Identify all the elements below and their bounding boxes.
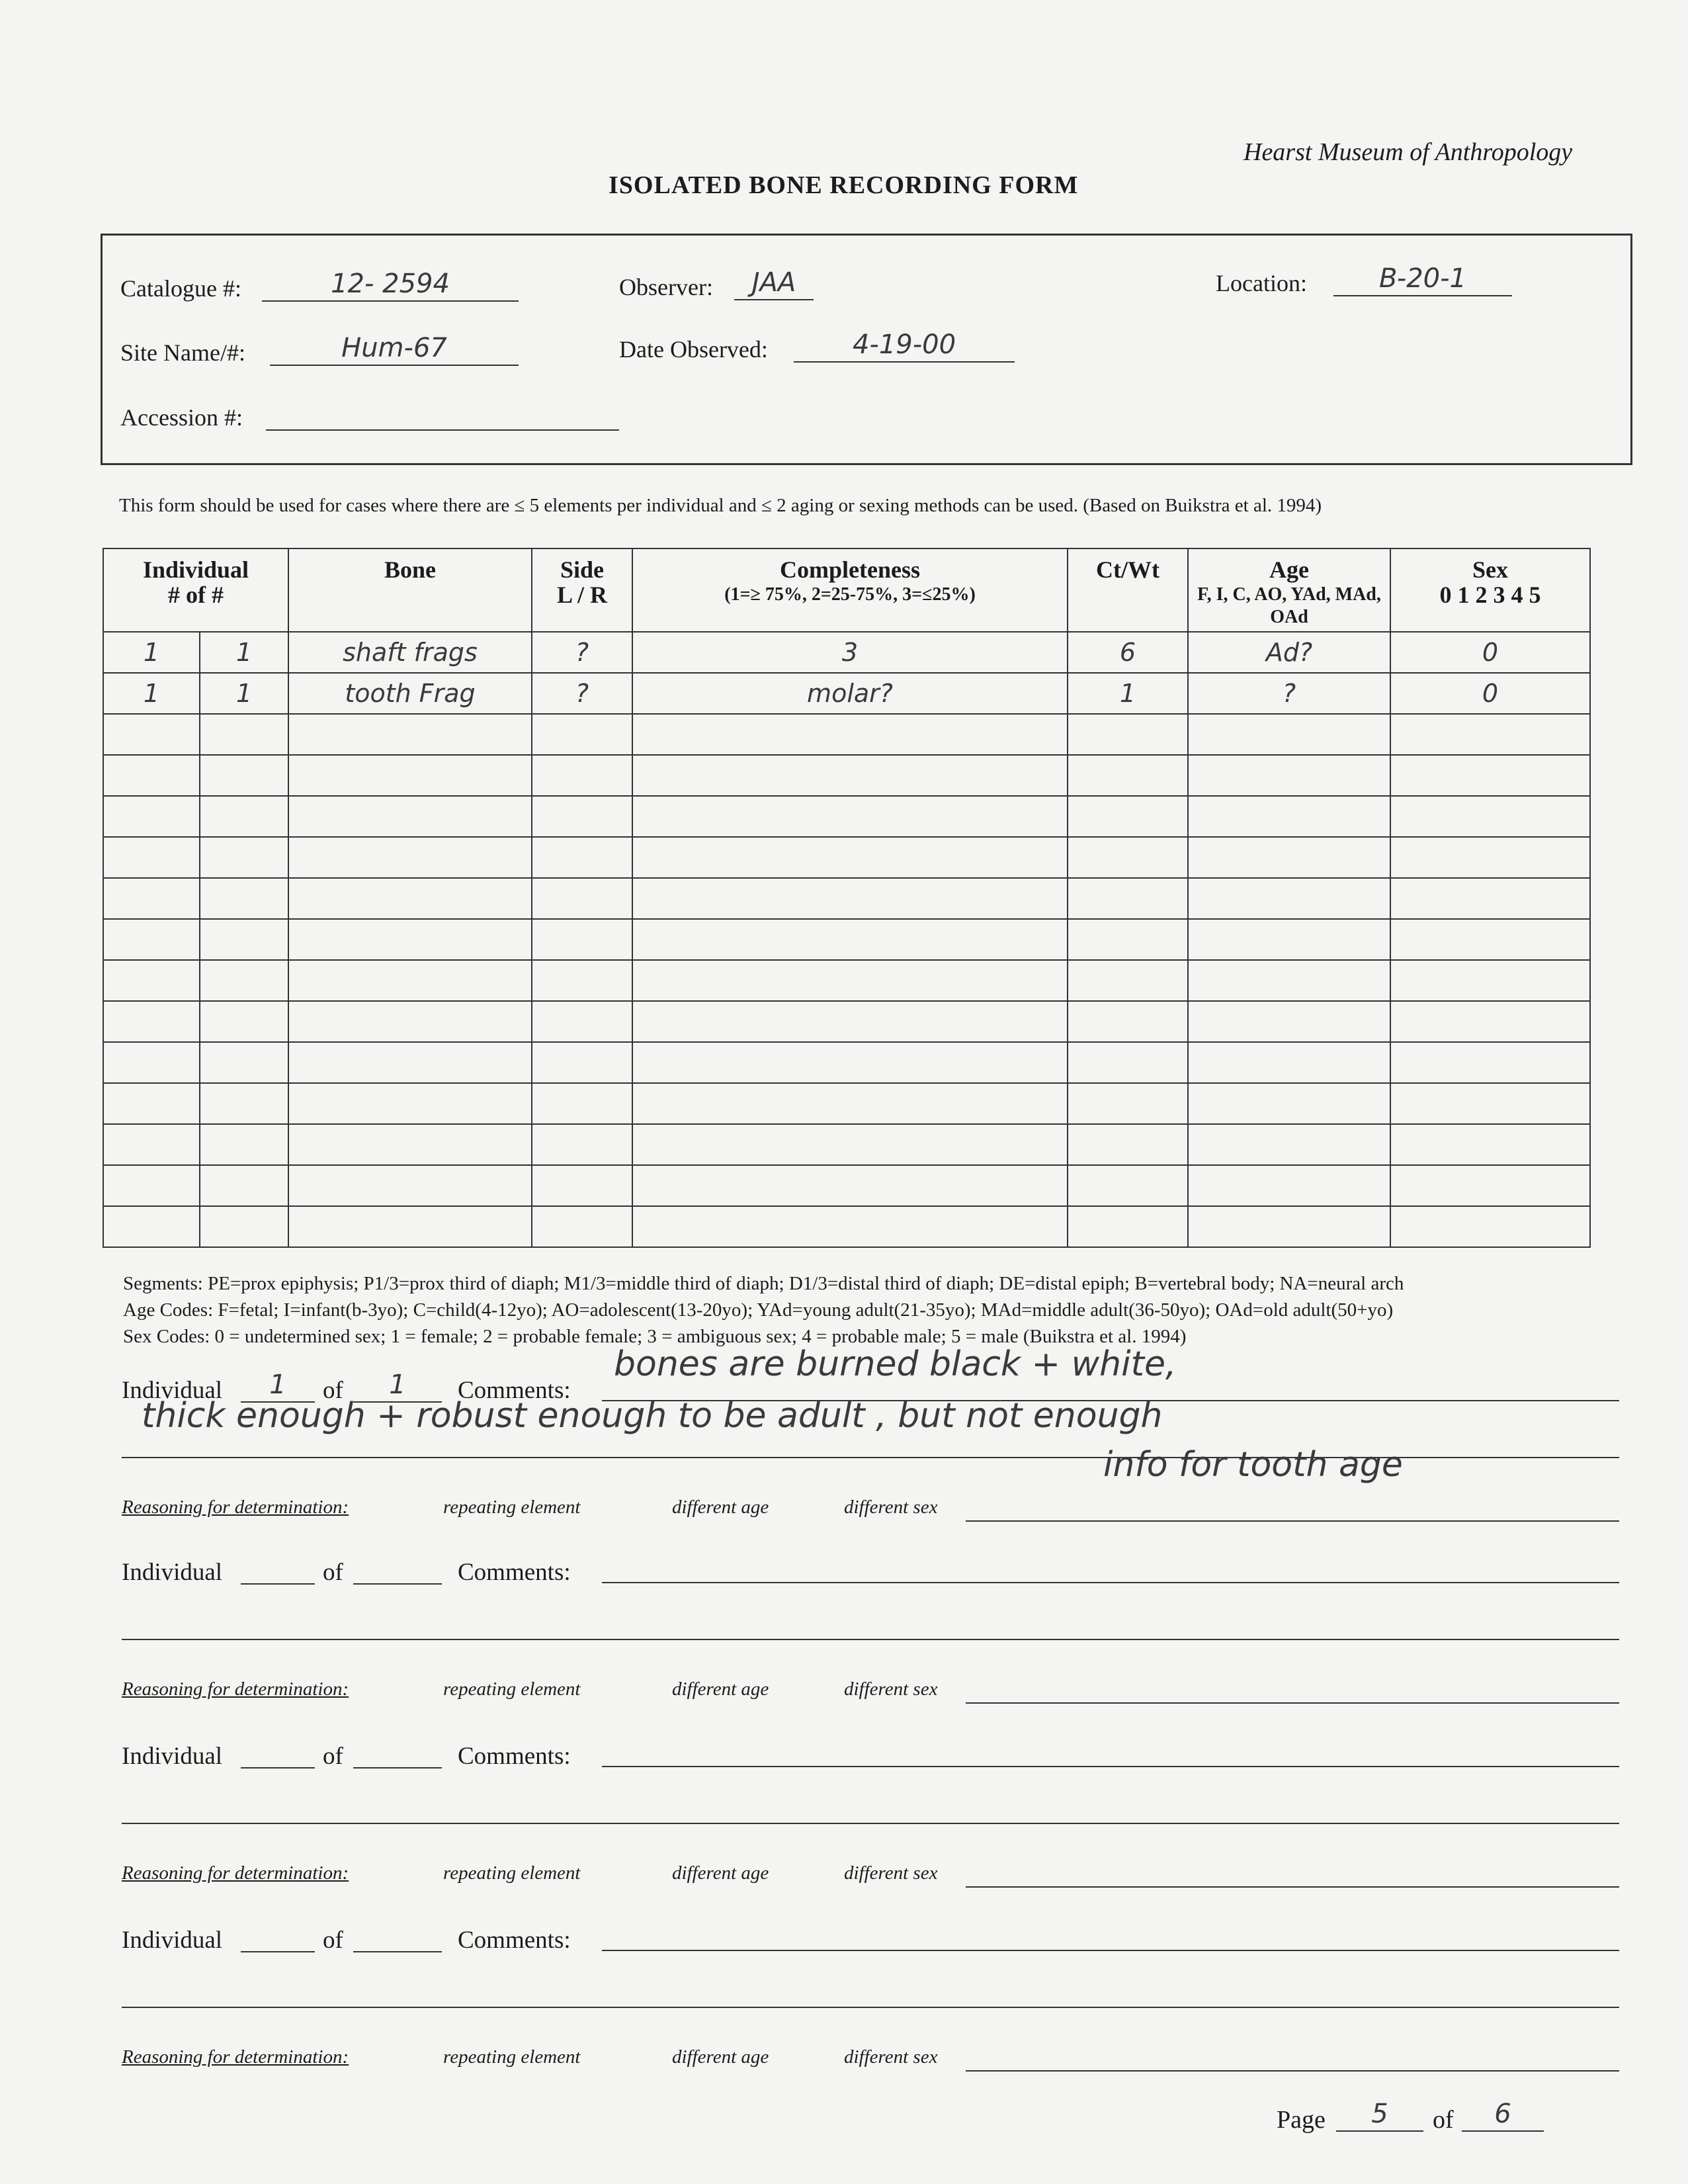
cell-sex[interactable] xyxy=(1390,796,1590,837)
cell-ctwt[interactable] xyxy=(1068,1001,1188,1042)
cell-bone[interactable] xyxy=(288,1124,532,1165)
cell-side[interactable] xyxy=(532,919,632,960)
cell-num[interactable] xyxy=(103,1083,200,1124)
cell-bone[interactable] xyxy=(288,714,532,755)
cell-completeness[interactable] xyxy=(632,673,1068,714)
table-row xyxy=(103,960,1590,1001)
cell-num[interactable] xyxy=(103,1165,200,1206)
reasoning-label: Reasoning for determination: xyxy=(122,1497,349,1518)
cell-ctwt[interactable] xyxy=(1068,878,1188,919)
cell-num-value: 1 xyxy=(143,678,160,708)
catalogue-value: 12- 2594 xyxy=(331,269,450,299)
cell-completeness[interactable] xyxy=(632,632,1068,673)
comment-line-1[interactable] xyxy=(602,1921,1619,1951)
cell-of[interactable] xyxy=(200,714,288,755)
table-row xyxy=(103,1001,1590,1042)
individual-of-value: 1 xyxy=(389,1370,406,1400)
cell-completeness-value: 3 xyxy=(841,637,859,667)
bone-table xyxy=(103,548,1591,1248)
observer-label: Observer: xyxy=(619,274,713,300)
date-value: 4-19-00 xyxy=(852,329,956,360)
cell-sex[interactable] xyxy=(1390,919,1590,960)
observer-field[interactable] xyxy=(734,269,814,300)
cell-side-value: ? xyxy=(575,637,589,667)
cell-ctwt[interactable] xyxy=(1068,755,1188,796)
header-completeness xyxy=(632,548,1068,632)
cell-of[interactable] xyxy=(200,919,288,960)
of-label: of xyxy=(323,1559,343,1586)
cell-bone[interactable] xyxy=(288,1001,532,1042)
cell-of[interactable] xyxy=(200,1001,288,1042)
cell-bone-value: tooth Frag xyxy=(345,678,476,708)
cell-sex[interactable] xyxy=(1390,837,1590,878)
cell-ctwt[interactable] xyxy=(1068,796,1188,837)
cell-sex-value: 0 xyxy=(1482,637,1499,667)
cell-bone[interactable] xyxy=(288,1206,532,1247)
individual-label: Individual xyxy=(122,1927,223,1954)
cell-side[interactable] xyxy=(532,1165,632,1206)
of-label: of xyxy=(323,1743,343,1770)
cell-ctwt[interactable] xyxy=(1068,632,1188,673)
repeating-element-option[interactable]: repeating element xyxy=(443,1862,581,1884)
cell-of[interactable] xyxy=(200,837,288,878)
header-sex-sub: 0 1 2 3 4 5 xyxy=(1439,582,1541,608)
cell-sex-value: 0 xyxy=(1482,678,1499,708)
cell-completeness-value: molar? xyxy=(807,678,893,708)
cell-age[interactable] xyxy=(1188,1124,1390,1165)
cell-age[interactable] xyxy=(1188,837,1390,878)
table-row xyxy=(103,1165,1590,1206)
cell-age[interactable] xyxy=(1188,1206,1390,1247)
cell-ctwt-value: 6 xyxy=(1119,637,1136,667)
cell-age[interactable] xyxy=(1188,1165,1390,1206)
form-title: ISOLATED BONE RECORDING FORM xyxy=(609,171,1079,199)
cell-age[interactable] xyxy=(1188,755,1390,796)
table-row xyxy=(103,714,1590,755)
cell-bone[interactable] xyxy=(288,755,532,796)
cell-side[interactable] xyxy=(532,1001,632,1042)
cell-num[interactable] xyxy=(103,632,200,673)
individual-label: Individual xyxy=(122,1377,223,1404)
individual-label: Individual xyxy=(122,1559,223,1586)
cell-num[interactable] xyxy=(103,1042,200,1083)
comment-line-1[interactable] xyxy=(602,1737,1619,1767)
cell-completeness[interactable] xyxy=(632,1001,1068,1042)
cell-completeness[interactable] xyxy=(632,919,1068,960)
cell-age[interactable] xyxy=(1188,1001,1390,1042)
table-row xyxy=(103,1083,1590,1124)
site-value: Hum-67 xyxy=(341,333,447,363)
header-side-label: Side xyxy=(560,556,605,583)
header-individual-label: Individual xyxy=(142,556,249,583)
cell-sex[interactable] xyxy=(1390,878,1590,919)
cell-num[interactable] xyxy=(103,919,200,960)
cell-side[interactable] xyxy=(532,796,632,837)
cell-num[interactable] xyxy=(103,1001,200,1042)
comment-line-1[interactable] xyxy=(602,1553,1619,1583)
cell-of[interactable] xyxy=(200,878,288,919)
cell-ctwt-value: 1 xyxy=(1119,678,1136,708)
cell-num[interactable] xyxy=(103,837,200,878)
cell-completeness[interactable] xyxy=(632,1083,1068,1124)
reasoning-line[interactable] xyxy=(966,1858,1619,1888)
cell-completeness[interactable] xyxy=(632,878,1068,919)
individual-label: Individual xyxy=(122,1743,223,1770)
individual-number-value: 1 xyxy=(269,1370,286,1400)
cell-of[interactable] xyxy=(200,755,288,796)
cell-sex[interactable] xyxy=(1390,1042,1590,1083)
cell-ctwt[interactable] xyxy=(1068,1206,1188,1247)
cell-num[interactable] xyxy=(103,714,200,755)
cell-age[interactable] xyxy=(1188,919,1390,960)
reasoning-line[interactable] xyxy=(966,1493,1619,1522)
header-sex xyxy=(1390,548,1590,632)
cell-side[interactable] xyxy=(532,1206,632,1247)
table-row xyxy=(103,632,1590,673)
sex-codes: Sex Codes: 0 = undetermined sex; 1 = female; 2 = probable female; 3 = ambiguous sex; 4 = probable male; 5 = male (Buikstra et al. 1994) xyxy=(123,1326,1187,1347)
different-sex-option[interactable]: different sex xyxy=(844,1862,938,1884)
usage-note: This form should be used for cases where there are ≤ 5 elements per individual and ≤ 2 aging or sexing methods can be used. (Based on Buikstra et al. 1994) xyxy=(119,495,1322,516)
different-sex-option[interactable]: different sex xyxy=(844,1679,938,1700)
comments-label: Comments: xyxy=(458,1927,571,1954)
header-ctwt: Ct/Wt xyxy=(1068,548,1188,632)
catalogue-field[interactable] xyxy=(262,270,519,302)
cell-completeness[interactable] xyxy=(632,714,1068,755)
individual-of-field[interactable] xyxy=(353,1554,442,1585)
cell-bone[interactable] xyxy=(288,960,532,1001)
cell-of[interactable] xyxy=(200,673,288,714)
age-codes: Age Codes: F=fetal; I=infant(b-3yo); C=child(4-12yo); AO=adolescent(13-20yo); YAd=young adult(21-35yo); MAd=middle adult(36-50yo); OAd=old adult(50+yo) xyxy=(123,1299,1394,1321)
cell-sex[interactable] xyxy=(1390,1165,1590,1206)
cell-of[interactable] xyxy=(200,1165,288,1206)
observer-value: JAA xyxy=(751,267,796,298)
cell-ctwt[interactable] xyxy=(1068,673,1188,714)
cell-num[interactable] xyxy=(103,878,200,919)
page-total-value: 6 xyxy=(1494,2099,1511,2129)
cell-side[interactable] xyxy=(532,837,632,878)
cell-sex[interactable] xyxy=(1390,714,1590,755)
header-completeness-sub: (1=≥ 75%, 2=25-75%, 3=≤25%) xyxy=(724,584,976,605)
site-label: Site Name/#: xyxy=(120,339,245,366)
comments-label: Comments: xyxy=(458,1377,571,1404)
cell-ctwt[interactable] xyxy=(1068,1042,1188,1083)
different-sex-option[interactable]: different sex xyxy=(844,2046,938,2068)
cell-completeness[interactable] xyxy=(632,796,1068,837)
table-row xyxy=(103,1206,1590,1247)
page-number-field[interactable] xyxy=(1336,2101,1423,2132)
cell-sex[interactable] xyxy=(1390,1124,1590,1165)
accession-field[interactable] xyxy=(266,399,619,431)
cell-of[interactable] xyxy=(200,1042,288,1083)
cell-bone[interactable] xyxy=(288,919,532,960)
code-legend xyxy=(123,1270,1404,1350)
comment-text-2: thick enough + robust enough to be adult , but not enough xyxy=(142,1396,1163,1436)
different-age-option[interactable]: different age xyxy=(672,1679,769,1700)
cell-completeness[interactable] xyxy=(632,1206,1068,1247)
table-row xyxy=(103,796,1590,837)
cell-num-value: 1 xyxy=(143,637,160,667)
of-label: of xyxy=(323,1377,343,1404)
cell-age[interactable] xyxy=(1188,1083,1390,1124)
cell-side[interactable] xyxy=(532,960,632,1001)
cell-ctwt[interactable] xyxy=(1068,919,1188,960)
different-sex-option[interactable]: different sex xyxy=(844,1497,938,1518)
cell-num[interactable] xyxy=(103,755,200,796)
cell-bone[interactable] xyxy=(288,1165,532,1206)
cell-ctwt[interactable] xyxy=(1068,960,1188,1001)
header-completeness-label: Completeness xyxy=(780,556,920,583)
header-individual xyxy=(103,548,288,632)
date-label: Date Observed: xyxy=(619,336,768,363)
cell-sex[interactable] xyxy=(1390,1083,1590,1124)
cell-completeness[interactable] xyxy=(632,1042,1068,1083)
cell-ctwt[interactable] xyxy=(1068,1124,1188,1165)
individual-of-field[interactable] xyxy=(353,1922,442,1952)
page-total-field[interactable] xyxy=(1462,2101,1544,2132)
header-bone: Bone xyxy=(288,548,532,632)
cell-num[interactable] xyxy=(103,960,200,1001)
cell-bone[interactable] xyxy=(288,878,532,919)
repeating-element-option[interactable]: repeating element xyxy=(443,2046,581,2068)
museum-name: Hearst Museum of Anthropology xyxy=(1244,138,1573,166)
cell-age[interactable] xyxy=(1188,1042,1390,1083)
cell-sex[interactable] xyxy=(1390,755,1590,796)
cell-sex[interactable] xyxy=(1390,632,1590,673)
header-age-sub: F, I, C, AO, YAd, MAd, OAd xyxy=(1197,584,1381,627)
cell-completeness[interactable] xyxy=(632,1165,1068,1206)
cell-of[interactable] xyxy=(200,1206,288,1247)
site-field[interactable] xyxy=(270,334,519,366)
different-age-option[interactable]: different age xyxy=(672,1862,769,1884)
header-age-label: Age xyxy=(1269,556,1309,583)
cell-of-value: 1 xyxy=(235,678,253,708)
comment-line-2[interactable] xyxy=(122,1610,1619,1640)
accession-label: Accession #: xyxy=(120,404,243,431)
cell-age[interactable] xyxy=(1188,673,1390,714)
cell-age[interactable] xyxy=(1188,960,1390,1001)
reasoning-label: Reasoning for determination: xyxy=(122,1679,349,1700)
cell-num[interactable] xyxy=(103,1206,200,1247)
location-label: Location: xyxy=(1216,270,1307,296)
table-row xyxy=(103,837,1590,878)
cell-completeness[interactable] xyxy=(632,755,1068,796)
cell-side[interactable] xyxy=(532,673,632,714)
repeating-element-option[interactable]: repeating element xyxy=(443,1497,581,1518)
header-side-sub: L / R xyxy=(556,582,608,608)
cell-side[interactable] xyxy=(532,632,632,673)
cell-of[interactable] xyxy=(200,796,288,837)
cell-of[interactable] xyxy=(200,632,288,673)
cell-bone[interactable] xyxy=(288,796,532,837)
comment-line-2[interactable] xyxy=(122,1978,1619,2008)
cell-completeness[interactable] xyxy=(632,1124,1068,1165)
cell-of[interactable] xyxy=(200,960,288,1001)
reasoning-label: Reasoning for determination: xyxy=(122,2046,349,2068)
cell-side[interactable] xyxy=(532,755,632,796)
table-row xyxy=(103,878,1590,919)
cell-sex[interactable] xyxy=(1390,1001,1590,1042)
cell-bone[interactable] xyxy=(288,1042,532,1083)
cell-bone-value: shaft frags xyxy=(343,637,478,667)
cell-ctwt[interactable] xyxy=(1068,714,1188,755)
header-age xyxy=(1188,548,1390,632)
location-field[interactable] xyxy=(1333,265,1512,296)
cell-num[interactable] xyxy=(103,673,200,714)
table-row xyxy=(103,1042,1590,1083)
cell-sex[interactable] xyxy=(1390,960,1590,1001)
cell-age[interactable] xyxy=(1188,714,1390,755)
cell-age[interactable] xyxy=(1188,878,1390,919)
cell-num[interactable] xyxy=(103,796,200,837)
reasoning-line[interactable] xyxy=(966,2042,1619,2072)
cell-age[interactable] xyxy=(1188,632,1390,673)
cell-completeness[interactable] xyxy=(632,837,1068,878)
page-of-label: of xyxy=(1433,2106,1454,2134)
comments-label: Comments: xyxy=(458,1559,571,1586)
cell-side[interactable] xyxy=(532,1042,632,1083)
cell-side[interactable] xyxy=(532,1083,632,1124)
individual-number-field[interactable] xyxy=(241,1554,315,1585)
cell-ctwt[interactable] xyxy=(1068,837,1188,878)
segments-codes: Segments: PE=prox epiphysis; P1/3=prox third of diaph; M1/3=middle third of diaph; D1/3=distal third of diaph; DE=distal epiph; B=vertebral body; NA=neural arch xyxy=(123,1273,1404,1294)
individual-number-field[interactable] xyxy=(241,1922,315,1952)
cell-side[interactable] xyxy=(532,878,632,919)
page-number-value: 5 xyxy=(1371,2099,1388,2129)
table-row xyxy=(103,673,1590,714)
cell-age-value: Ad? xyxy=(1265,637,1313,667)
cell-completeness[interactable] xyxy=(632,960,1068,1001)
different-age-option[interactable]: different age xyxy=(672,2046,769,2068)
cell-ctwt[interactable] xyxy=(1068,1083,1188,1124)
cell-ctwt[interactable] xyxy=(1068,1165,1188,1206)
cell-sex[interactable] xyxy=(1390,673,1590,714)
table-row xyxy=(103,1124,1590,1165)
cell-bone[interactable] xyxy=(288,673,532,714)
cell-sex[interactable] xyxy=(1390,1206,1590,1247)
cell-side[interactable] xyxy=(532,1124,632,1165)
cell-bone[interactable] xyxy=(288,837,532,878)
cell-of[interactable] xyxy=(200,1083,288,1124)
repeating-element-option[interactable]: repeating element xyxy=(443,1679,581,1700)
comment-line-2[interactable] xyxy=(122,1794,1619,1824)
catalogue-label: Catalogue #: xyxy=(120,275,241,302)
cell-side[interactable] xyxy=(532,714,632,755)
cell-num[interactable] xyxy=(103,1124,200,1165)
cell-of[interactable] xyxy=(200,1124,288,1165)
individual-of-field[interactable] xyxy=(353,1738,442,1769)
date-field[interactable] xyxy=(794,331,1015,363)
table-row xyxy=(103,755,1590,796)
individual-number-field[interactable] xyxy=(241,1738,315,1769)
comment-text-3: info for tooth age xyxy=(1103,1445,1403,1485)
different-age-option[interactable]: different age xyxy=(672,1497,769,1518)
page-label: Page xyxy=(1277,2106,1326,2134)
reasoning-line[interactable] xyxy=(966,1675,1619,1704)
header-individual-sub: # of # xyxy=(168,582,224,608)
comments-label: Comments: xyxy=(458,1743,571,1770)
cell-of-value: 1 xyxy=(235,637,253,667)
location-value: B-20-1 xyxy=(1379,263,1466,294)
header-side xyxy=(532,548,632,632)
table-row xyxy=(103,919,1590,960)
cell-bone[interactable] xyxy=(288,632,532,673)
cell-bone[interactable] xyxy=(288,1083,532,1124)
header-sex-label: Sex xyxy=(1472,556,1508,583)
cell-side-value: ? xyxy=(575,678,589,708)
cell-age[interactable] xyxy=(1188,796,1390,837)
of-label: of xyxy=(323,1927,343,1954)
comment-text-1: bones are burned black + white, xyxy=(614,1344,1177,1384)
reasoning-label: Reasoning for determination: xyxy=(122,1862,349,1884)
cell-age-value: ? xyxy=(1282,678,1296,708)
